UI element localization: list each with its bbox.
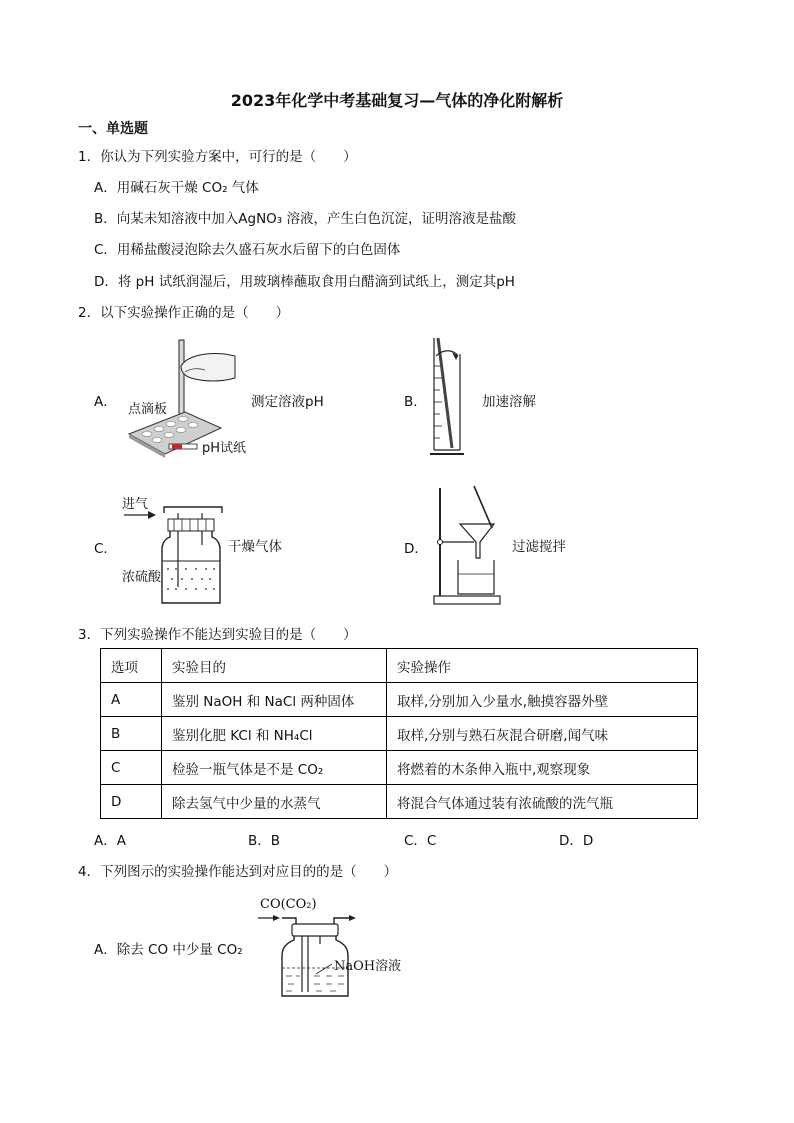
spot-plate-label: 点滴板 bbox=[128, 402, 168, 417]
table-cell: 检验一瓶气体是不是 CO₂ bbox=[162, 751, 387, 785]
question-2-option-d-letter: D． bbox=[404, 541, 428, 557]
gas-washing-bottle-illustration bbox=[120, 505, 230, 607]
table-header-cell: 选项 bbox=[101, 649, 162, 683]
question-3-answer-d: D．D bbox=[559, 833, 594, 849]
naoh-solution-label: NaOH溶液 bbox=[334, 959, 402, 974]
question-3-answer-c: C．C bbox=[404, 833, 437, 849]
question-2-option-c-caption: 干燥气体 bbox=[228, 539, 282, 555]
section-heading: 一、单选题 bbox=[78, 121, 148, 137]
table-header-cell: 实验目的 bbox=[162, 649, 387, 683]
table-cell: 取样,分别加入少量水,触摸容器外壁 bbox=[387, 683, 698, 717]
question-3-stem: 3．下列实验操作不能达到实验目的是（ ） bbox=[78, 627, 357, 643]
question-1-option-a: A．用碱石灰干燥 CO₂ 气体 bbox=[94, 180, 259, 196]
question-2-option-a-caption: 测定溶液pH bbox=[251, 394, 324, 410]
question-2-option-b-letter: B． bbox=[404, 394, 427, 410]
table-row bbox=[101, 683, 698, 717]
question-4-option-a: A．除去 CO 中少量 CO₂ bbox=[94, 942, 243, 958]
question-2-option-a-letter: A． bbox=[94, 394, 117, 410]
table-row bbox=[101, 717, 698, 751]
gas-mixture-label: CO(CO₂) bbox=[260, 897, 317, 912]
table-cell: 将燃着的木条伸入瓶中,观察现象 bbox=[387, 751, 698, 785]
table-cell: 除去氢气中少量的水蒸气 bbox=[162, 785, 387, 819]
table-header-row bbox=[101, 649, 698, 683]
table-cell: D bbox=[101, 785, 162, 819]
question-4-stem: 4．下列图示的实验操作能达到对应目的的是（ ） bbox=[78, 864, 398, 880]
question-3-answer-b: B．B bbox=[248, 833, 281, 849]
question-2-option-c-letter: C． bbox=[94, 541, 117, 557]
table-cell: 将混合气体通过装有浓硫酸的洗气瓶 bbox=[387, 785, 698, 819]
table-cell: B bbox=[101, 717, 162, 751]
table-cell: 鉴别 NaOH 和 NaCl 两种固体 bbox=[162, 683, 387, 717]
table-header-cell: 实验操作 bbox=[387, 649, 698, 683]
table-cell: A bbox=[101, 683, 162, 717]
gas-inlet-label: 进气 bbox=[122, 497, 149, 512]
graduated-cylinder-stirring-illustration bbox=[428, 336, 476, 460]
filtration-apparatus-illustration bbox=[430, 484, 510, 606]
table-cell: 取样,分别与熟石灰混合研磨,闻气味 bbox=[387, 717, 698, 751]
question-1-option-c: C．用稀盐酸浸泡除去久盛石灰水后留下的白色固体 bbox=[94, 242, 401, 258]
question-1-option-d: D．将 pH 试纸润湿后，用玻璃棒蘸取食用白醋滴到试纸上，测定其pH bbox=[94, 274, 515, 290]
sulfuric-acid-label: 浓硫酸 bbox=[122, 570, 162, 585]
question-1-stem: 1．你认为下列实验方案中，可行的是（ ） bbox=[78, 149, 357, 165]
table-row bbox=[101, 785, 698, 819]
question-1-option-b: B．向某未知溶液中加入AgNO₃ 溶液，产生白色沉淀，证明溶液是盐酸 bbox=[94, 211, 516, 227]
question-2-stem: 2．以下实验操作正确的是（ ） bbox=[78, 305, 290, 321]
question-3-table bbox=[100, 648, 698, 819]
table-cell: 鉴别化肥 KCl 和 NH₄Cl bbox=[162, 717, 387, 751]
table-cell: C bbox=[101, 751, 162, 785]
question-2-option-d-caption: 过滤搅拌 bbox=[512, 539, 566, 555]
table-row bbox=[101, 751, 698, 785]
page-title: 2023年化学中考基础复习—气体的净化附解析 bbox=[230, 91, 564, 110]
question-2-option-b-caption: 加速溶解 bbox=[482, 394, 536, 410]
ph-paper-label: pH试纸 bbox=[202, 441, 247, 456]
question-3-answer-a: A．A bbox=[94, 833, 126, 849]
